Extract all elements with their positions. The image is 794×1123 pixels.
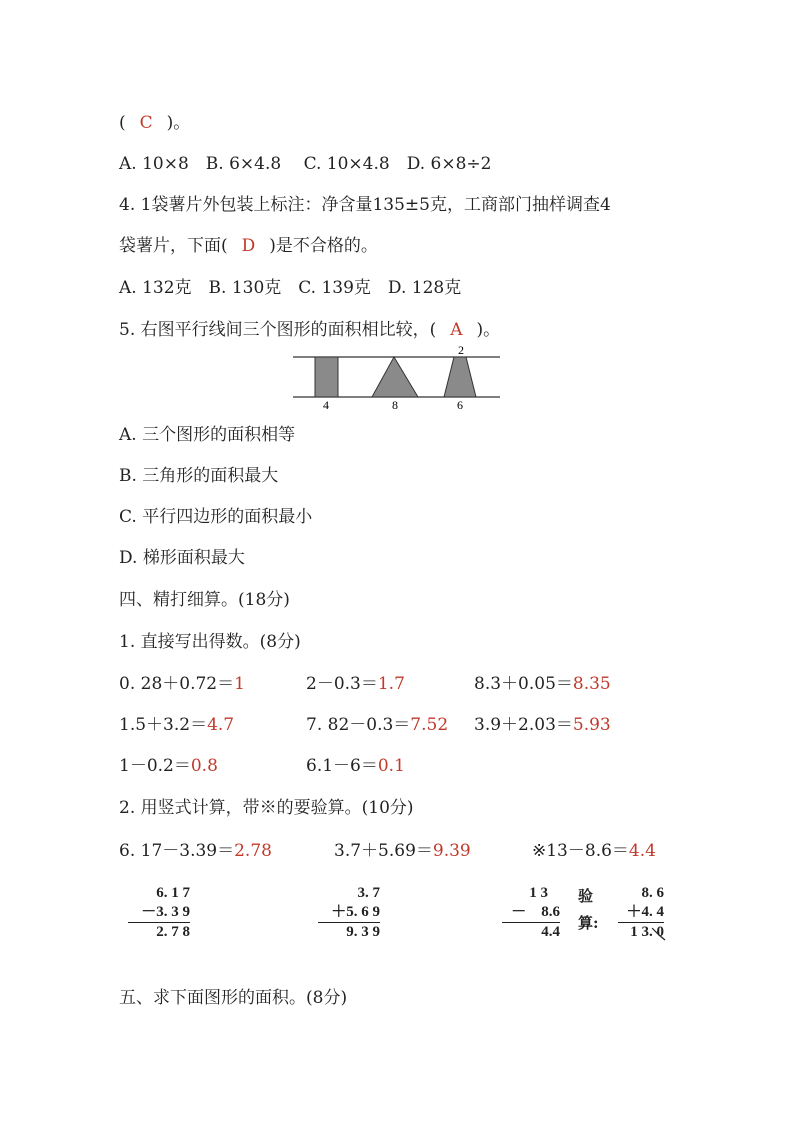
calc-item xyxy=(306,751,405,776)
vertical-item xyxy=(334,836,471,861)
calc-item xyxy=(474,710,611,735)
q5-option-d: D. 梯形面积最大 xyxy=(119,548,245,568)
parallel-lines-figure xyxy=(290,342,505,412)
calc-expr: ※13－8.6＝ xyxy=(532,841,629,861)
q5-prompt-post: )。 xyxy=(476,320,501,340)
q4-prompt-line1: 4. 1袋薯片外包装上标注：净含量135±5克，工商部门抽样调查4 xyxy=(119,195,611,215)
q5-option-a: A. 三个图形的面积相等 xyxy=(119,425,296,445)
calc-answer: 1.7 xyxy=(377,674,405,694)
calc-answer: 0.1 xyxy=(377,756,405,776)
calc-expr: 6.1－6＝ xyxy=(306,756,378,776)
vertical-calc-1 xyxy=(128,884,190,942)
parallelogram-shape xyxy=(315,357,338,397)
vertical-calc-3 xyxy=(502,884,560,942)
label-triangle-base: 8 xyxy=(392,398,398,412)
q5-option-c: C. 平行四边形的面积最小 xyxy=(119,507,313,527)
check-label-1: 验 xyxy=(578,887,594,905)
calc-expr: 3.7＋5.69＝ xyxy=(334,841,433,861)
section4-sub2: 2. 用竖式计算，带※的要验算。(10分) xyxy=(119,798,414,818)
q3-answer-line xyxy=(119,108,190,133)
label-trapezoid-base: 6 xyxy=(457,398,463,412)
calc-item xyxy=(474,669,611,694)
vcalc-row: ＋5. 6 9 xyxy=(331,904,380,920)
label-rect-base: 4 xyxy=(323,398,329,412)
calc-answer: 5.93 xyxy=(572,715,611,735)
paren-open: ( xyxy=(119,113,126,133)
vcalc-row: － 8.6 xyxy=(511,904,560,920)
label-trapezoid-top: 2 xyxy=(458,343,464,357)
calc-answer: 4.7 xyxy=(207,715,235,735)
vertical-item xyxy=(119,836,272,861)
calc-answer: 1 xyxy=(234,674,245,694)
calc-item xyxy=(306,669,405,694)
q4-options: A. 132克 B. 130克 C. 139克 D. 128克 xyxy=(119,278,462,298)
vcalc-result: 1 3. 0 xyxy=(618,922,664,942)
calc-expr: 0. 28＋0.72＝ xyxy=(119,674,235,694)
calc-answer: 9.39 xyxy=(432,841,471,861)
vertical-item xyxy=(532,836,656,861)
calc-expr: 1.5＋3.2＝ xyxy=(119,715,208,735)
vcalc-row: 6. 1 7 xyxy=(156,885,190,901)
calc-answer: 2.78 xyxy=(234,841,272,861)
q5-option-b: B. 三角形的面积最大 xyxy=(119,466,279,486)
vcalc-row: ＋4. 4 xyxy=(626,904,664,920)
section5-title: 五、求下面图形的面积。(8分) xyxy=(119,988,348,1008)
calc-expr: 3.9＋2.03＝ xyxy=(474,715,573,735)
calc-item xyxy=(119,669,245,694)
q5-answer: A xyxy=(450,320,463,340)
vcalc-row: 8. 6 xyxy=(641,885,664,901)
trapezoid-shape xyxy=(444,357,476,397)
calc-answer: 0.8 xyxy=(190,756,218,776)
check-mark-icon xyxy=(650,922,668,942)
calc-answer: 8.35 xyxy=(572,674,611,694)
calc-item xyxy=(119,751,218,776)
calc-expr: 6. 17－3.39＝ xyxy=(119,841,235,861)
calc-item xyxy=(119,710,234,735)
calc-expr: 8.3＋0.05＝ xyxy=(474,674,573,694)
calc-item xyxy=(306,710,448,735)
check-label-2: 算: xyxy=(578,914,599,932)
paren-close: )。 xyxy=(166,113,191,133)
calc-expr: 2－0.3＝ xyxy=(306,674,378,694)
vcalc-row: 3. 7 xyxy=(357,885,380,901)
calc-answer: 7.52 xyxy=(410,715,449,735)
calc-expr: 1－0.2＝ xyxy=(119,756,191,776)
q4-prompt-post: )是不合格的。 xyxy=(269,236,378,256)
q5-prompt xyxy=(119,315,500,340)
q4-prompt-line2 xyxy=(119,231,378,256)
q3-options: A. 10×8 B. 6×4.8 C. 10×4.8 D. 6×8÷2 xyxy=(119,154,492,174)
triangle-shape xyxy=(372,357,418,397)
vcalc-result: 9. 3 9 xyxy=(318,922,380,942)
section4-title: 四、精打细算。(18分) xyxy=(119,590,290,610)
vertical-calc-2 xyxy=(318,884,380,942)
q3-answer: C xyxy=(139,113,153,133)
vcalc-result: 4.4 xyxy=(502,922,560,942)
section4-sub1: 1. 直接写出得数。(8分) xyxy=(119,632,301,652)
calc-answer: 4.4 xyxy=(628,841,656,861)
q4-answer: D xyxy=(241,236,256,256)
q5-prompt-pre: 5. 右图平行线间三个图形的面积相比较，( xyxy=(119,320,437,340)
q4-prompt-pre: 袋薯片，下面( xyxy=(119,236,228,256)
vcalc-row: 1 3 xyxy=(529,885,548,901)
vcalc-row: －3. 3 9 xyxy=(141,904,190,920)
vcalc-result: 2. 7 8 xyxy=(128,922,190,942)
calc-expr: 7. 82－0.3＝ xyxy=(306,715,411,735)
